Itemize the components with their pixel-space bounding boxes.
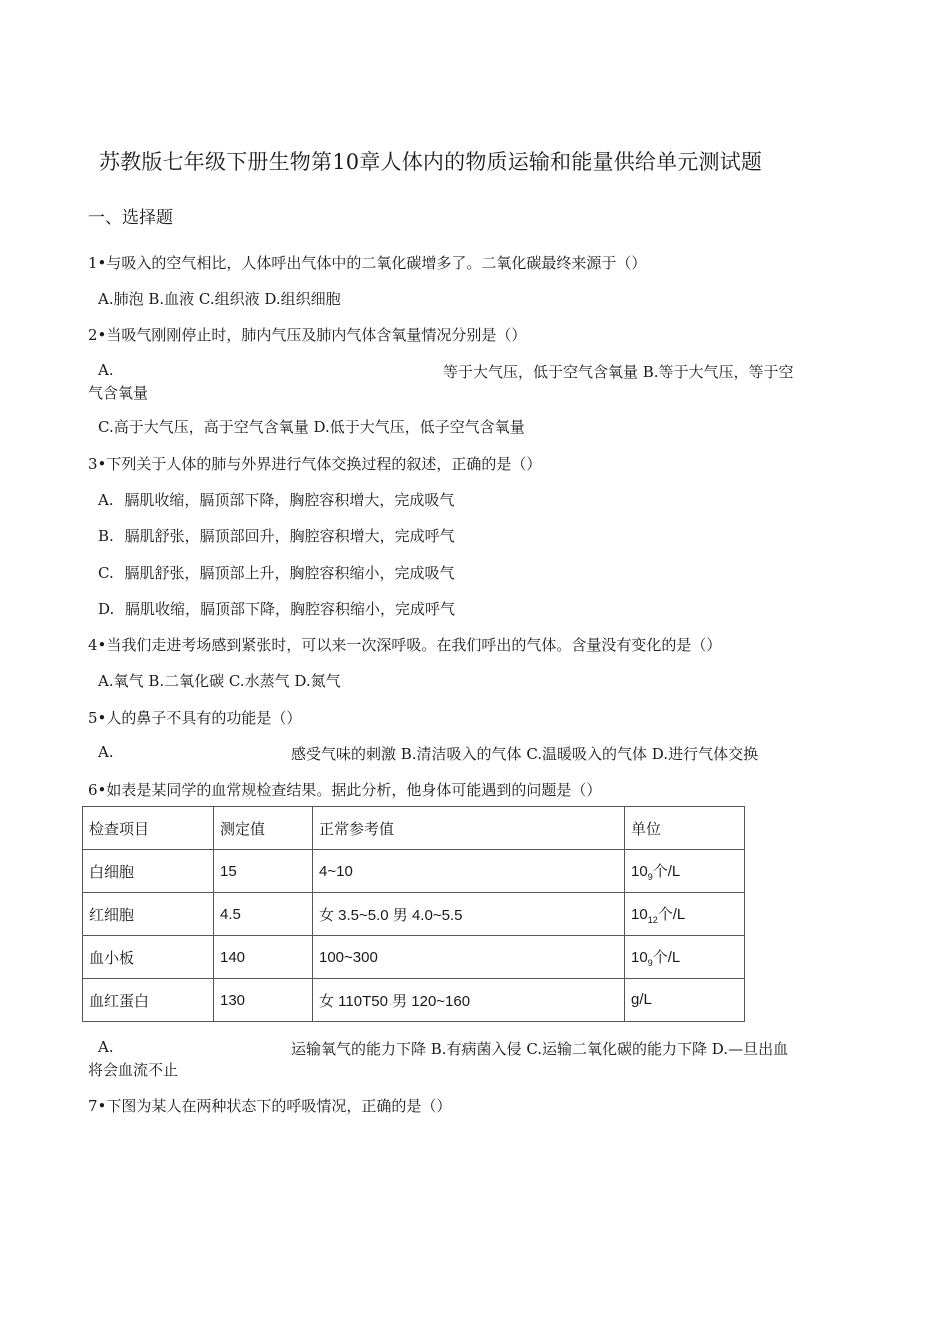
question-1-stem: 1•与吸入的空气相比，人体呼出气体中的二氧化碳增多了。二氧化碳最终来源于（） bbox=[88, 254, 647, 272]
question-5-options: 感受气味的刺激 B.清洁吸入的气体 C.温暖吸入的气体 D.进行气体交换 bbox=[291, 745, 759, 763]
option-letter: D. bbox=[98, 600, 115, 618]
option-text: 膈肌舒张，膈顶部回升，胸腔容积增大，完成呼气 bbox=[124, 527, 455, 545]
question-2-options-wrap: 气含氧量 bbox=[88, 384, 149, 402]
question-1-options: A.肺泡 B.血液 C.组织液 D.组织细胞 bbox=[98, 290, 341, 308]
question-4-stem: 4•当我们走进考场感到紧张时，可以来一次深呼吸。在我们呼出的气体。含量没有变化的是（） bbox=[88, 636, 722, 654]
question-6-options-line1: 运输氧气的能力下降 B.有病菌入侵 C.运输二氧化碳的能力下降 D.—旦出血 bbox=[291, 1040, 789, 1058]
question-2-options-line1: 等于大气压，低于空气含氧量 B.等于大气压，等于空 bbox=[443, 363, 794, 381]
table-cell-unit: $10_9$个/L bbox=[625, 936, 745, 979]
blood-test-table bbox=[82, 806, 745, 1022]
table-cell-item: 血小板 bbox=[83, 936, 214, 979]
question-5-stem: 5•人的鼻子不具有的功能是（） bbox=[88, 709, 302, 727]
table-cell-value: 130 bbox=[214, 979, 313, 1022]
question-3-option-d bbox=[98, 598, 455, 619]
table-cell-ref: 女 3.5~5.0 男 4.0~5.5 bbox=[313, 893, 625, 936]
table-row bbox=[83, 979, 745, 1022]
table-cell-unit: g/L bbox=[625, 979, 745, 1022]
table-header-cell: 检查项目 bbox=[83, 807, 214, 850]
table-cell-ref: 4~10 bbox=[313, 850, 625, 893]
option-text: 膈肌舒张，膈顶部上升，胸腔容积缩小，完成吸气 bbox=[124, 564, 455, 582]
table-cell-item: 红细胞 bbox=[83, 893, 214, 936]
page-title: 苏教版七年级下册生物第10章人体内的物质运输和能量供给单元测试题 bbox=[99, 150, 763, 174]
question-2-options-line2: C.高于大气压，高于空气含氧量 D.低于大气压，低子空气含氧量 bbox=[98, 418, 525, 436]
table-header-cell: 单位 bbox=[625, 807, 745, 850]
question-6-stem: 6•如表是某同学的血常规检查结果。据此分析，他身体可能遇到的问题是（） bbox=[88, 781, 602, 799]
question-3-option-a bbox=[98, 489, 454, 510]
table-row bbox=[83, 936, 745, 979]
table-cell-item: 血红蛋白 bbox=[83, 979, 214, 1022]
option-letter: C. bbox=[98, 564, 114, 582]
table-header-cell: 测定值 bbox=[214, 807, 313, 850]
table-cell-unit: $10_9$个/L bbox=[625, 850, 745, 893]
question-3-option-c bbox=[98, 562, 455, 583]
table-row bbox=[83, 850, 745, 893]
table-cell-unit: $10_{12}$个/L bbox=[625, 893, 745, 936]
option-text: 膈肌收缩，膈顶部下降，胸腔容积增大，完成吸气 bbox=[124, 491, 455, 509]
table-row bbox=[83, 893, 745, 936]
option-letter: A. bbox=[98, 491, 114, 509]
question-4-options: A.氧气 B.二氧化碳 C.水蒸气 D.氮气 bbox=[98, 672, 341, 690]
question-5-option-a-letter: A. bbox=[98, 743, 114, 761]
option-text: 膈肌收缩，膈顶部下降，胸腔容积缩小，完成呼气 bbox=[125, 600, 456, 618]
table-cell-value: 140 bbox=[214, 936, 313, 979]
question-3-stem: 3•下列关于人体的肺与外界进行气体交换过程的叙述，正确的是（） bbox=[88, 455, 542, 473]
question-3-option-b bbox=[98, 525, 455, 546]
table-cell-item: 白细胞 bbox=[83, 850, 214, 893]
section-heading: 一、选择题 bbox=[88, 208, 173, 228]
question-6-option-a-letter: A. bbox=[98, 1038, 114, 1056]
table-cell-ref: 女 110T50 男 120~160 bbox=[313, 979, 625, 1022]
question-2-stem: 2•当吸气刚刚停止时，肺内气压及肺内气体含氧量情况分别是（） bbox=[88, 326, 527, 344]
table-header-cell: 正常参考值 bbox=[313, 807, 625, 850]
question-2-option-a-letter: A. bbox=[98, 361, 114, 379]
question-7-stem: 7•下图为某人在两种状态下的呼吸情况，正确的是（） bbox=[88, 1097, 452, 1115]
table-cell-ref: 100~300 bbox=[313, 936, 625, 979]
table-header-row bbox=[83, 807, 745, 850]
option-letter: B. bbox=[98, 527, 114, 545]
table-cell-value: 15 bbox=[214, 850, 313, 893]
table-cell-value: 4.5 bbox=[214, 893, 313, 936]
question-6-options-wrap: 将会血流不止 bbox=[88, 1061, 179, 1079]
